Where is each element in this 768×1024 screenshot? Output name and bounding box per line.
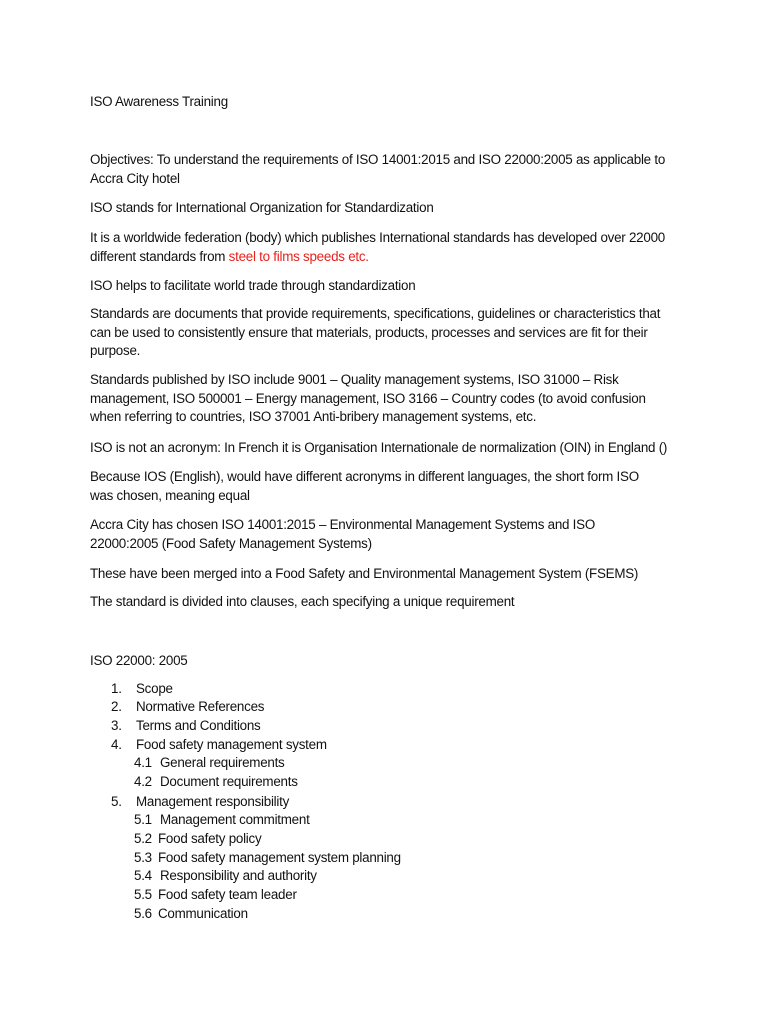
facilitate-paragraph: ISO helps to facilitate world trade through standardization — [90, 278, 416, 293]
clause-number: 4. — [111, 737, 122, 752]
subclause-label: Communication — [158, 906, 248, 921]
subclause-number: 4.1 — [134, 755, 152, 770]
federation-paragraph — [90, 229, 680, 266]
subclause-number: 5.3 — [134, 850, 152, 865]
clause-number: 5. — [111, 794, 122, 809]
subclause-label: Food safety management system planning — [158, 850, 401, 865]
iso-definition-paragraph: ISO stands for International Organization for Standardization — [90, 200, 434, 215]
subclause-number: 5.5 — [134, 887, 152, 902]
standards-definition-paragraph: Standards are documents that provide requirements, specifications, guidelines or characteristics that can be used to consistently ensure that materials, products, processes and services are fit for their purpose. — [90, 306, 661, 358]
merged-paragraph: These have been merged into a Food Safety and Environmental Management System (FSEMS) — [90, 566, 639, 581]
federation-highlight: steel to films speeds etc. — [228, 248, 369, 264]
subclause-number: 5.6 — [134, 906, 152, 921]
accra-chosen-paragraph: Accra City has chosen ISO 14001:2015 – Environmental Management Systems and ISO 22000:2005 (Food Safety Management Systems) — [90, 517, 595, 551]
subclause-number: 5.4 — [134, 868, 152, 883]
subclause-label: Document requirements — [160, 774, 298, 789]
subclause-number: 4.2 — [134, 774, 152, 789]
clause-label: Scope — [136, 681, 173, 696]
clause-label: Management responsibility — [136, 794, 290, 809]
clause-number: 2. — [111, 699, 122, 714]
iso-22000-heading: ISO 22000: 2005 — [90, 653, 188, 668]
clause-label: Terms and Conditions — [136, 718, 261, 733]
subclause-label: Food safety policy — [158, 831, 262, 846]
subclause-number: 5.1 — [134, 812, 152, 827]
document-title: ISO Awareness Training — [90, 94, 228, 109]
divided-paragraph: The standard is divided into clauses, each specifying a unique requirement — [90, 594, 515, 609]
subclause-label: General requirements — [160, 755, 285, 770]
subclause-label: Responsibility and authority — [160, 868, 317, 883]
clause-label: Normative References — [136, 699, 265, 714]
objectives-paragraph: Objectives: To understand the requirements of ISO 14001:2015 and ISO 22000:2005 as applicable to Accra City hotel — [90, 152, 666, 186]
subclause-label: Management commitment — [160, 812, 310, 827]
clause-number: 1. — [111, 681, 122, 696]
federation-text: It is a worldwide federation (body) which publishes International standards has developed over 22000 different standards from — [90, 230, 665, 264]
because-ios-paragraph: Because IOS (English), would have different acronyms in different languages, the short form ISO was chosen, meaning equal — [90, 469, 639, 503]
not-acronym-paragraph: ISO is not an acronym: In French it is Organisation Internationale de normalization (OIN) in England () — [90, 440, 668, 455]
subclause-number: 5.2 — [134, 831, 152, 846]
clause-number: 3. — [111, 718, 122, 733]
standards-published-paragraph: Standards published by ISO include 9001 – Quality management systems, ISO 31000 – Risk management, ISO 500001 – Energy management, ISO 3166 – Country codes (to avoid confusion when referring to countries, ISO 37001 Anti-bribery management systems, etc. — [90, 372, 646, 424]
clause-label: Food safety management system — [136, 737, 327, 752]
subclause-label: Food safety team leader — [158, 887, 297, 902]
